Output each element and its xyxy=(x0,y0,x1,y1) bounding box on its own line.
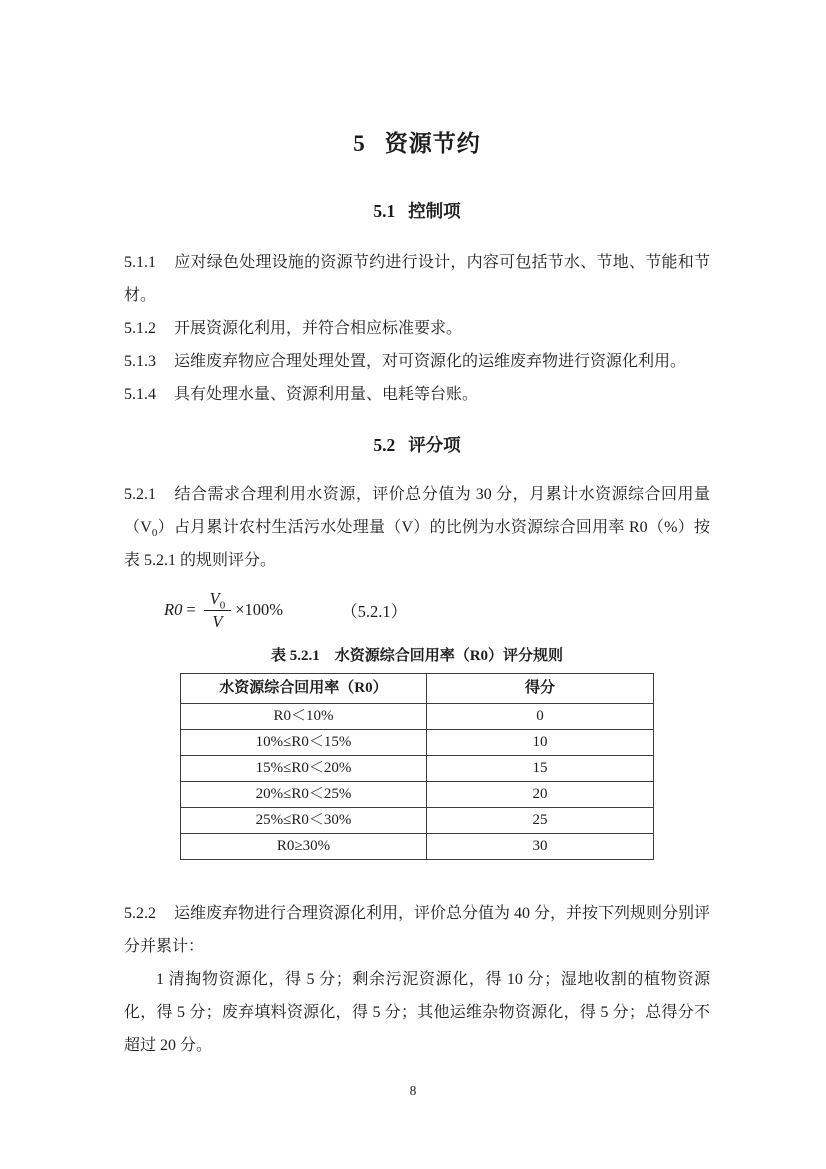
table-cell: 20 xyxy=(426,782,653,808)
table-header-row xyxy=(181,674,654,704)
page-number: 8 xyxy=(409,1083,417,1098)
table-cell: R0＜10% xyxy=(181,704,427,730)
table-cell: 25%≤R0＜30% xyxy=(181,808,427,834)
clause-5-2-2-item-1: 1 清掏物资源化，得 5 分；剩余污泥资源化，得 10 分；湿地收割的植物资源化，得 5 分；废弃填料资源化，得 5 分；其他运维杂物资源化，得 5 分；总得分不超过 20 分。 xyxy=(124,971,710,1054)
chapter-title: 资源节约 xyxy=(384,131,481,156)
formula-multiplier: ×100% xyxy=(235,600,284,619)
clause-5-1-1 xyxy=(124,246,710,312)
clause-text: 运维废弃物应合理处理处置，对可资源化的运维废弃物进行资源化利用。 xyxy=(174,353,687,370)
clause-5-2-2 xyxy=(124,897,710,963)
clause-5-1-4 xyxy=(124,378,710,411)
clause-number: 5.1.4 xyxy=(124,386,156,403)
clause-text: 开展资源化利用，并符合相应标准要求。 xyxy=(174,320,463,337)
table-caption: 表 5.2.1 水资源综合回用率（R0）评分规则 xyxy=(270,648,564,664)
table-cell: 30 xyxy=(426,834,653,860)
formula-fraction xyxy=(204,589,232,632)
chapter-number: 5 xyxy=(353,131,365,156)
numerator-base: V xyxy=(209,588,220,608)
table-cell: 20%≤R0＜25% xyxy=(181,782,427,808)
table-row xyxy=(181,730,654,756)
clause-number: 5.2.1 xyxy=(124,486,156,503)
formula-5-2-1 xyxy=(164,585,710,635)
section-number: 5.2 xyxy=(373,435,396,455)
clause-text: 运维废弃物进行合理资源化利用，评价总分值为 40 分，并按下列规则分别评分并累计： xyxy=(124,905,711,955)
clause-5-2-1 xyxy=(124,478,710,577)
section-heading-5-1 xyxy=(124,198,710,224)
clause-text: 具有处理水量、资源利用量、电耗等台账。 xyxy=(174,386,479,403)
table-cell: 15 xyxy=(426,756,653,782)
fraction-numerator xyxy=(204,589,232,611)
fraction-denominator: V xyxy=(212,611,223,631)
table-cell: R0≥30% xyxy=(181,834,427,860)
table-cell: 15%≤R0＜20% xyxy=(181,756,427,782)
table-header-cell: 水资源综合回用率（R0） xyxy=(181,674,427,704)
table-row xyxy=(181,834,654,860)
clause-number: 5.1.3 xyxy=(124,353,156,370)
score-table xyxy=(180,673,654,860)
table-row xyxy=(181,756,654,782)
clause-text: 应对绿色处理设施的资源节约进行设计，内容可包括节水、节地、节能和节材。 xyxy=(124,254,710,304)
section-title: 控制项 xyxy=(408,201,461,221)
table-cell: 10 xyxy=(426,730,653,756)
table-row xyxy=(181,704,654,730)
table-row xyxy=(181,808,654,834)
clause-5-1-3 xyxy=(124,345,710,378)
clause-text: 结合需求合理利用水资源，评价总分值为 30 分，月累计水资源综合回用量（V xyxy=(124,486,710,536)
clause-number: 5.2.2 xyxy=(124,905,156,922)
clause-number: 5.1.2 xyxy=(124,320,156,337)
chapter-heading xyxy=(124,128,710,160)
formula-lhs: R0 xyxy=(164,600,183,619)
v0-subscript: 0 xyxy=(151,527,158,540)
clause-text: ）占月累计农村生活污水处理量（V）的比例为水资源综合回用率 R0（%）按表 5.2.1 的规则评分。 xyxy=(124,519,710,569)
clause-number: 5.1.1 xyxy=(124,254,156,271)
table-row xyxy=(181,782,654,808)
section-number: 5.1 xyxy=(373,201,396,221)
formula-equals: = xyxy=(186,600,196,619)
table-cell: 10%≤R0＜15% xyxy=(181,730,427,756)
clause-5-1-2 xyxy=(124,312,710,345)
table-cell: 25 xyxy=(426,808,653,834)
formula-label: （5.2.1） xyxy=(341,602,408,621)
numerator-subscript: 0 xyxy=(219,598,226,611)
section-heading-5-2 xyxy=(124,432,710,458)
table-cell: 0 xyxy=(426,704,653,730)
section-title: 评分项 xyxy=(408,435,461,455)
table-header-cell: 得分 xyxy=(426,674,653,704)
